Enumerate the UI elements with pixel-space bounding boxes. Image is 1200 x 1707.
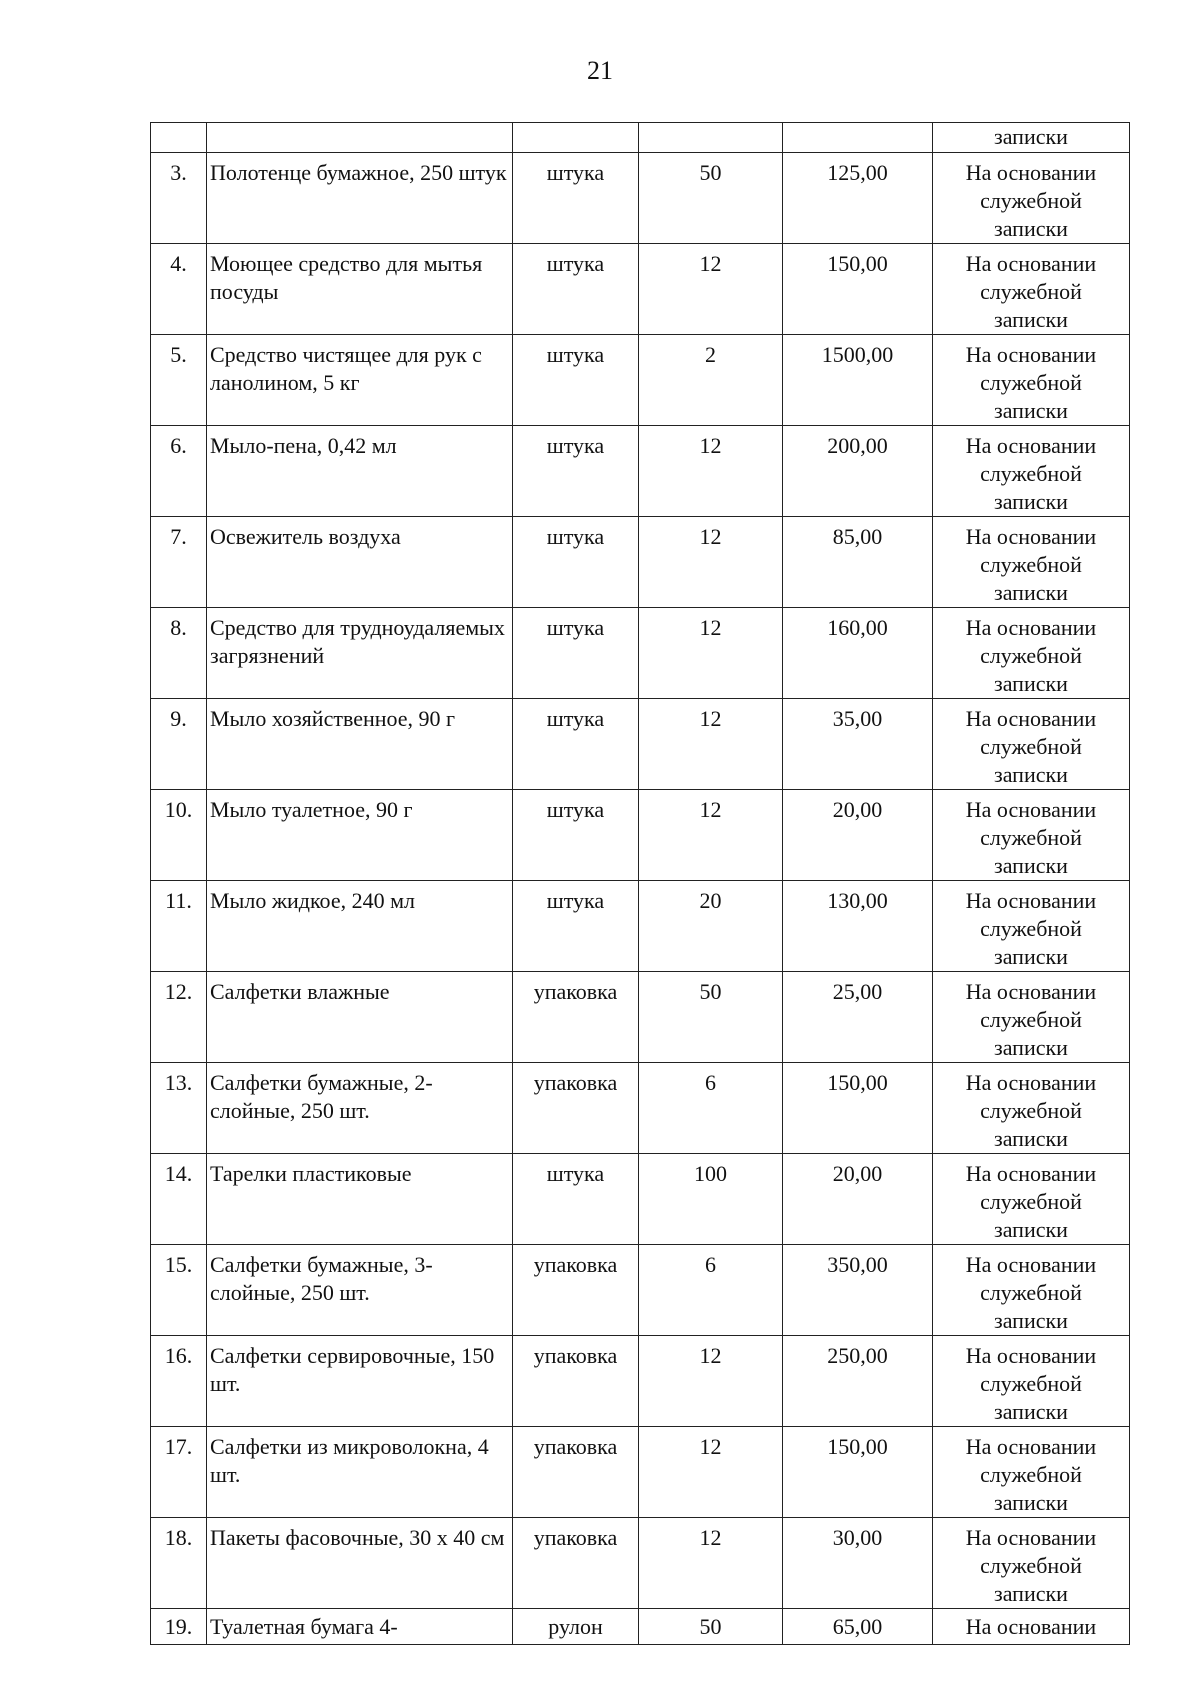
basis-line: записки bbox=[994, 216, 1068, 241]
basis-line: записки bbox=[994, 580, 1068, 605]
cell-qty: 6 bbox=[639, 1063, 783, 1154]
cell-num: 12. bbox=[151, 972, 207, 1063]
cell-unit: штука bbox=[513, 699, 639, 790]
cell-unit: штука bbox=[513, 790, 639, 881]
cell-name: Салфетки из микроволокна, 4 шт. bbox=[207, 1427, 513, 1518]
basis-line: записки bbox=[994, 1581, 1068, 1606]
cell-num: 17. bbox=[151, 1427, 207, 1518]
basis-line: На основании bbox=[965, 342, 1097, 367]
table-row-last bbox=[151, 1609, 1130, 1645]
basis-line: служебной bbox=[980, 1371, 1082, 1396]
basis-line: служебной bbox=[980, 825, 1082, 850]
cell-unit bbox=[513, 123, 639, 153]
cell-price: 85,00 bbox=[783, 517, 933, 608]
table-row bbox=[151, 153, 1130, 244]
basis-line: служебной bbox=[980, 188, 1082, 213]
cell-unit: штука bbox=[513, 608, 639, 699]
cell-unit: штука bbox=[513, 153, 639, 244]
cell-qty: 12 bbox=[639, 244, 783, 335]
table-row bbox=[151, 244, 1130, 335]
basis-line: служебной bbox=[980, 1280, 1082, 1305]
cell-qty: 6 bbox=[639, 1245, 783, 1336]
basis-line: служебной bbox=[980, 279, 1082, 304]
cell-unit: упаковка bbox=[513, 1336, 639, 1427]
basis-line: служебной bbox=[980, 1098, 1082, 1123]
goods-table bbox=[150, 122, 1130, 1645]
cell-num: 5. bbox=[151, 335, 207, 426]
cell-basis bbox=[933, 517, 1130, 608]
basis-line: На основании bbox=[965, 615, 1097, 640]
cell-name: Салфетки бумажные, 2-слойные, 250 шт. bbox=[207, 1063, 513, 1154]
basis-line: записки bbox=[994, 1308, 1068, 1333]
cell-name: Мыло хозяйственное, 90 г bbox=[207, 699, 513, 790]
table-row bbox=[151, 335, 1130, 426]
basis-line: служебной bbox=[980, 552, 1082, 577]
cell-name bbox=[207, 123, 513, 153]
basis-line: На основании bbox=[965, 433, 1097, 458]
cell-price: 65,00 bbox=[783, 1609, 933, 1645]
cell-unit: штука bbox=[513, 426, 639, 517]
basis-line: На основании bbox=[965, 1343, 1097, 1368]
cell-unit: упаковка bbox=[513, 972, 639, 1063]
cell-basis bbox=[933, 1336, 1130, 1427]
basis-line: На основании bbox=[965, 979, 1097, 1004]
cell-num: 11. bbox=[151, 881, 207, 972]
basis-line: На основании bbox=[965, 1161, 1097, 1186]
basis-line: служебной bbox=[980, 370, 1082, 395]
cell-name: Пакеты фасовочные, 30 х 40 см bbox=[207, 1518, 513, 1609]
cell-unit: штука bbox=[513, 1154, 639, 1245]
cell-qty: 2 bbox=[639, 335, 783, 426]
basis-line: записки bbox=[994, 1126, 1068, 1151]
cell-name: Полотенце бумажное, 250 штук bbox=[207, 153, 513, 244]
basis-line: На основании bbox=[965, 160, 1097, 185]
cell-name: Мыло жидкое, 240 мл bbox=[207, 881, 513, 972]
cell-qty: 100 bbox=[639, 1154, 783, 1245]
basis-line: На основании bbox=[965, 251, 1097, 276]
cell-qty: 50 bbox=[639, 153, 783, 244]
cell-price: 20,00 bbox=[783, 1154, 933, 1245]
basis-line: записки bbox=[994, 398, 1068, 423]
cell-basis bbox=[933, 335, 1130, 426]
cell-price: 350,00 bbox=[783, 1245, 933, 1336]
cell-name: Средство чистящее для рук с ланолином, 5 кг bbox=[207, 335, 513, 426]
table-row bbox=[151, 1063, 1130, 1154]
basis-line: На основании bbox=[965, 888, 1097, 913]
cell-price: 150,00 bbox=[783, 1063, 933, 1154]
table-row bbox=[151, 1245, 1130, 1336]
cell-name: Моющее средство для мытья посуды bbox=[207, 244, 513, 335]
cell-basis bbox=[933, 1427, 1130, 1518]
table-row bbox=[151, 517, 1130, 608]
cell-qty: 20 bbox=[639, 881, 783, 972]
table-row bbox=[151, 608, 1130, 699]
cell-qty: 12 bbox=[639, 608, 783, 699]
cell-price: 35,00 bbox=[783, 699, 933, 790]
basis-line: На основании bbox=[965, 1070, 1097, 1095]
cell-price: 150,00 bbox=[783, 1427, 933, 1518]
basis-line: На основании bbox=[965, 524, 1097, 549]
cell-price: 1500,00 bbox=[783, 335, 933, 426]
basis-line: записки bbox=[994, 762, 1068, 787]
basis-line: записки bbox=[994, 1035, 1068, 1060]
basis-line: На основании bbox=[965, 1434, 1097, 1459]
cell-price: 20,00 bbox=[783, 790, 933, 881]
page-number: 21 bbox=[587, 56, 613, 85]
cell-name: Мыло туалетное, 90 г bbox=[207, 790, 513, 881]
table-row bbox=[151, 699, 1130, 790]
cell-num: 14. bbox=[151, 1154, 207, 1245]
cell-num: 10. bbox=[151, 790, 207, 881]
cell-basis bbox=[933, 426, 1130, 517]
basis-line: На основании bbox=[965, 797, 1097, 822]
cell-price: 30,00 bbox=[783, 1518, 933, 1609]
cell-unit: штука bbox=[513, 517, 639, 608]
cell-basis bbox=[933, 699, 1130, 790]
basis-line: записки bbox=[994, 1490, 1068, 1515]
table-row bbox=[151, 881, 1130, 972]
cell-basis bbox=[933, 153, 1130, 244]
cell-unit: штука bbox=[513, 881, 639, 972]
cell-basis bbox=[933, 1518, 1130, 1609]
cell-num: 15. bbox=[151, 1245, 207, 1336]
basis-line: служебной bbox=[980, 461, 1082, 486]
cell-num: 4. bbox=[151, 244, 207, 335]
cell-price: 160,00 bbox=[783, 608, 933, 699]
cell-basis: На основании bbox=[933, 1609, 1130, 1645]
table-row bbox=[151, 790, 1130, 881]
cell-num: 18. bbox=[151, 1518, 207, 1609]
cell-unit: штука bbox=[513, 335, 639, 426]
basis-line: служебной bbox=[980, 1553, 1082, 1578]
cell-unit: упаковка bbox=[513, 1518, 639, 1609]
cell-basis bbox=[933, 790, 1130, 881]
basis-line: На основании bbox=[965, 1525, 1097, 1550]
continuation-row bbox=[151, 123, 1130, 153]
basis-line: служебной bbox=[980, 1462, 1082, 1487]
cell-basis bbox=[933, 608, 1130, 699]
cell-unit: штука bbox=[513, 244, 639, 335]
cell-num: 8. bbox=[151, 608, 207, 699]
basis-line: На основании bbox=[965, 1252, 1097, 1277]
basis-line: записки bbox=[994, 944, 1068, 969]
basis-line: служебной bbox=[980, 734, 1082, 759]
basis-line: записки bbox=[994, 1399, 1068, 1424]
cell-qty: 50 bbox=[639, 1609, 783, 1645]
cell-qty: 12 bbox=[639, 1336, 783, 1427]
cell-qty: 12 bbox=[639, 699, 783, 790]
basis-line: служебной bbox=[980, 643, 1082, 668]
cell-num: 13. bbox=[151, 1063, 207, 1154]
cell-qty: 12 bbox=[639, 1427, 783, 1518]
cell-basis: записки bbox=[933, 123, 1130, 153]
cell-qty bbox=[639, 123, 783, 153]
cell-name: Салфетки сервировочные, 150 шт. bbox=[207, 1336, 513, 1427]
cell-num: 16. bbox=[151, 1336, 207, 1427]
cell-qty: 12 bbox=[639, 1518, 783, 1609]
table-row bbox=[151, 1518, 1130, 1609]
cell-name: Туалетная бумага 4- bbox=[207, 1609, 513, 1645]
basis-line: записки bbox=[994, 671, 1068, 696]
basis-line: На основании bbox=[965, 706, 1097, 731]
cell-name: Освежитель воздуха bbox=[207, 517, 513, 608]
basis-line: записки bbox=[994, 489, 1068, 514]
cell-basis bbox=[933, 972, 1130, 1063]
cell-unit: упаковка bbox=[513, 1427, 639, 1518]
cell-num: 19. bbox=[151, 1609, 207, 1645]
basis-line: записки bbox=[994, 853, 1068, 878]
cell-name: Салфетки бумажные, 3-слойные, 250 шт. bbox=[207, 1245, 513, 1336]
cell-qty: 12 bbox=[639, 790, 783, 881]
cell-price: 150,00 bbox=[783, 244, 933, 335]
cell-basis bbox=[933, 881, 1130, 972]
cell-unit: упаковка bbox=[513, 1245, 639, 1336]
cell-price: 250,00 bbox=[783, 1336, 933, 1427]
cell-qty: 50 bbox=[639, 972, 783, 1063]
table-row bbox=[151, 972, 1130, 1063]
table-row bbox=[151, 1336, 1130, 1427]
cell-name: Салфетки влажные bbox=[207, 972, 513, 1063]
cell-qty: 12 bbox=[639, 517, 783, 608]
cell-basis bbox=[933, 1154, 1130, 1245]
basis-line: служебной bbox=[980, 916, 1082, 941]
cell-price: 125,00 bbox=[783, 153, 933, 244]
cell-price: 200,00 bbox=[783, 426, 933, 517]
cell-price: 25,00 bbox=[783, 972, 933, 1063]
cell-name: Тарелки пластиковые bbox=[207, 1154, 513, 1245]
basis-line: записки bbox=[994, 1217, 1068, 1242]
basis-line: служебной bbox=[980, 1007, 1082, 1032]
cell-qty: 12 bbox=[639, 426, 783, 517]
cell-price: 130,00 bbox=[783, 881, 933, 972]
cell-unit: упаковка bbox=[513, 1063, 639, 1154]
cell-num bbox=[151, 123, 207, 153]
cell-num: 7. bbox=[151, 517, 207, 608]
basis-line: служебной bbox=[980, 1189, 1082, 1214]
cell-basis bbox=[933, 1063, 1130, 1154]
cell-basis bbox=[933, 1245, 1130, 1336]
cell-name: Мыло-пена, 0,42 мл bbox=[207, 426, 513, 517]
cell-basis bbox=[933, 244, 1130, 335]
table-row bbox=[151, 1154, 1130, 1245]
cell-name: Средство для трудноудаляемых загрязнений bbox=[207, 608, 513, 699]
cell-num: 3. bbox=[151, 153, 207, 244]
cell-price bbox=[783, 123, 933, 153]
cell-num: 6. bbox=[151, 426, 207, 517]
basis-line: записки bbox=[994, 307, 1068, 332]
table-row bbox=[151, 1427, 1130, 1518]
table-row bbox=[151, 426, 1130, 517]
cell-unit: рулон bbox=[513, 1609, 639, 1645]
cell-num: 9. bbox=[151, 699, 207, 790]
